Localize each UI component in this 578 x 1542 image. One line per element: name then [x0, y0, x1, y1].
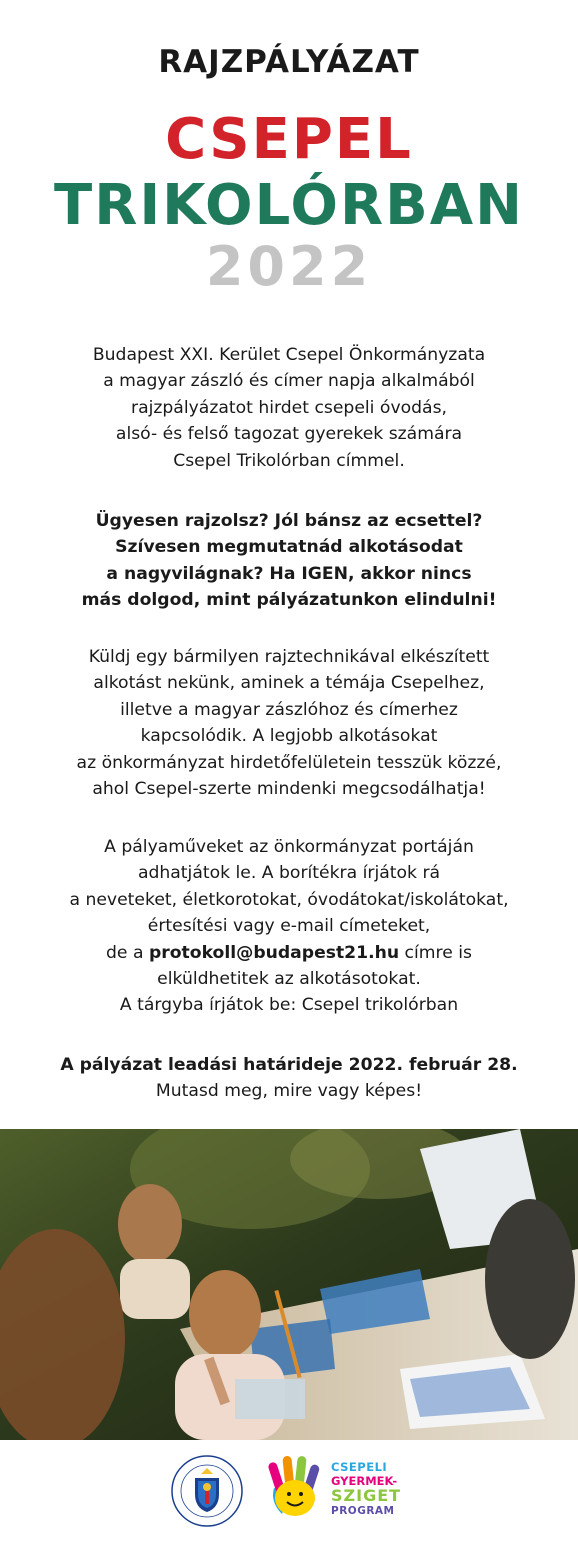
callout-paragraph — [20, 508, 558, 614]
intro-line: a magyar zászló és címer napja alkalmából — [103, 371, 475, 392]
deadline-slogan: Mutasd meg, mire vagy képes! — [155, 1081, 423, 1102]
children-painting-photo — [0, 1129, 578, 1440]
colorful-hand-logo-icon — [262, 1452, 328, 1522]
intro-paragraph — [20, 342, 558, 474]
title-year: 2022 — [205, 235, 373, 298]
instructions-line: illetve a magyar zászlóhoz és címerhez — [120, 699, 458, 720]
submission-line: adhatjátok le. A borítékra írjátok rá — [137, 863, 441, 884]
submission-email-line — [20, 940, 558, 966]
intro-line: alsó- és felső tagozat gyerekek számára — [115, 424, 463, 445]
submission-line: A pályaműveket az önkormányzat portáján — [104, 837, 474, 857]
instructions-line: kapcsolódik. A legjobb alkotásokat — [140, 726, 438, 747]
title-csepel: CSEPEL — [165, 107, 413, 172]
logo-strip — [0, 1440, 578, 1542]
program-logo-line: SZIGET — [331, 1486, 402, 1505]
submission-line: értesítési vagy e-mail címeteket, — [147, 916, 431, 937]
program-logo-line: CSEPELI — [331, 1460, 388, 1474]
instructions-line: ahol Csepel-szerte mindenki megcsodálhatja! — [92, 779, 486, 800]
instructions-line: alkotást nekünk, aminek a témája Csepelhez, — [93, 673, 485, 694]
program-logo-line: GYERMEK- — [331, 1473, 398, 1488]
kicker-title: RAJZPÁLYÁZAT — [158, 44, 420, 80]
program-logo-text — [331, 1462, 421, 1517]
callout-line: Ügyesen rajzolsz? Jól bánsz az ecsettel? — [95, 511, 483, 531]
deadline-paragraph — [20, 1052, 558, 1105]
program-logo-line: PROGRAM — [331, 1505, 395, 1517]
title-trikolorban: TRIKOLÓRBAN — [54, 173, 524, 238]
submission-paragraph — [20, 834, 558, 1019]
submission-line: elküldhetitek az alkotásotokat. — [157, 969, 421, 990]
deadline-line: A pályázat leadási határideje 2022. február 28. — [60, 1055, 518, 1075]
instructions-line: az önkormányzat hirdetőfelületein tesszük közzé, — [76, 752, 502, 773]
email-link[interactable]: protokoll@budapest21.hu — [148, 942, 400, 963]
intro-line: Budapest XXI. Kerület Csepel Önkormányzata — [92, 345, 486, 365]
callout-line: Szívesen megmutatnád alkotásodat — [115, 537, 463, 558]
submission-line: A tárgyba írjátok be: Csepel trikolórban — [119, 995, 459, 1016]
callout-line: más dolgod, mint pályázatunkon elindulni! — [81, 590, 497, 611]
email-prefix: de a — [106, 942, 149, 963]
instructions-line: Küldj egy bármilyen rajztechnikával elkészített — [88, 647, 490, 667]
intro-line: Csepel Trikolórban címmel. — [173, 450, 405, 471]
submission-line: a neveteket, életkorotokat, óvodátokat/iskolátokat, — [69, 889, 509, 910]
csepel-coat-of-arms-icon — [170, 1454, 244, 1528]
callout-line: a nagyvilágnak? Ha IGEN, akkor nincs — [106, 563, 472, 584]
instructions-paragraph — [20, 644, 558, 802]
email-suffix: címre is — [399, 942, 472, 963]
intro-line: rajzpályázatot hirdet csepeli óvodás, — [131, 397, 447, 418]
